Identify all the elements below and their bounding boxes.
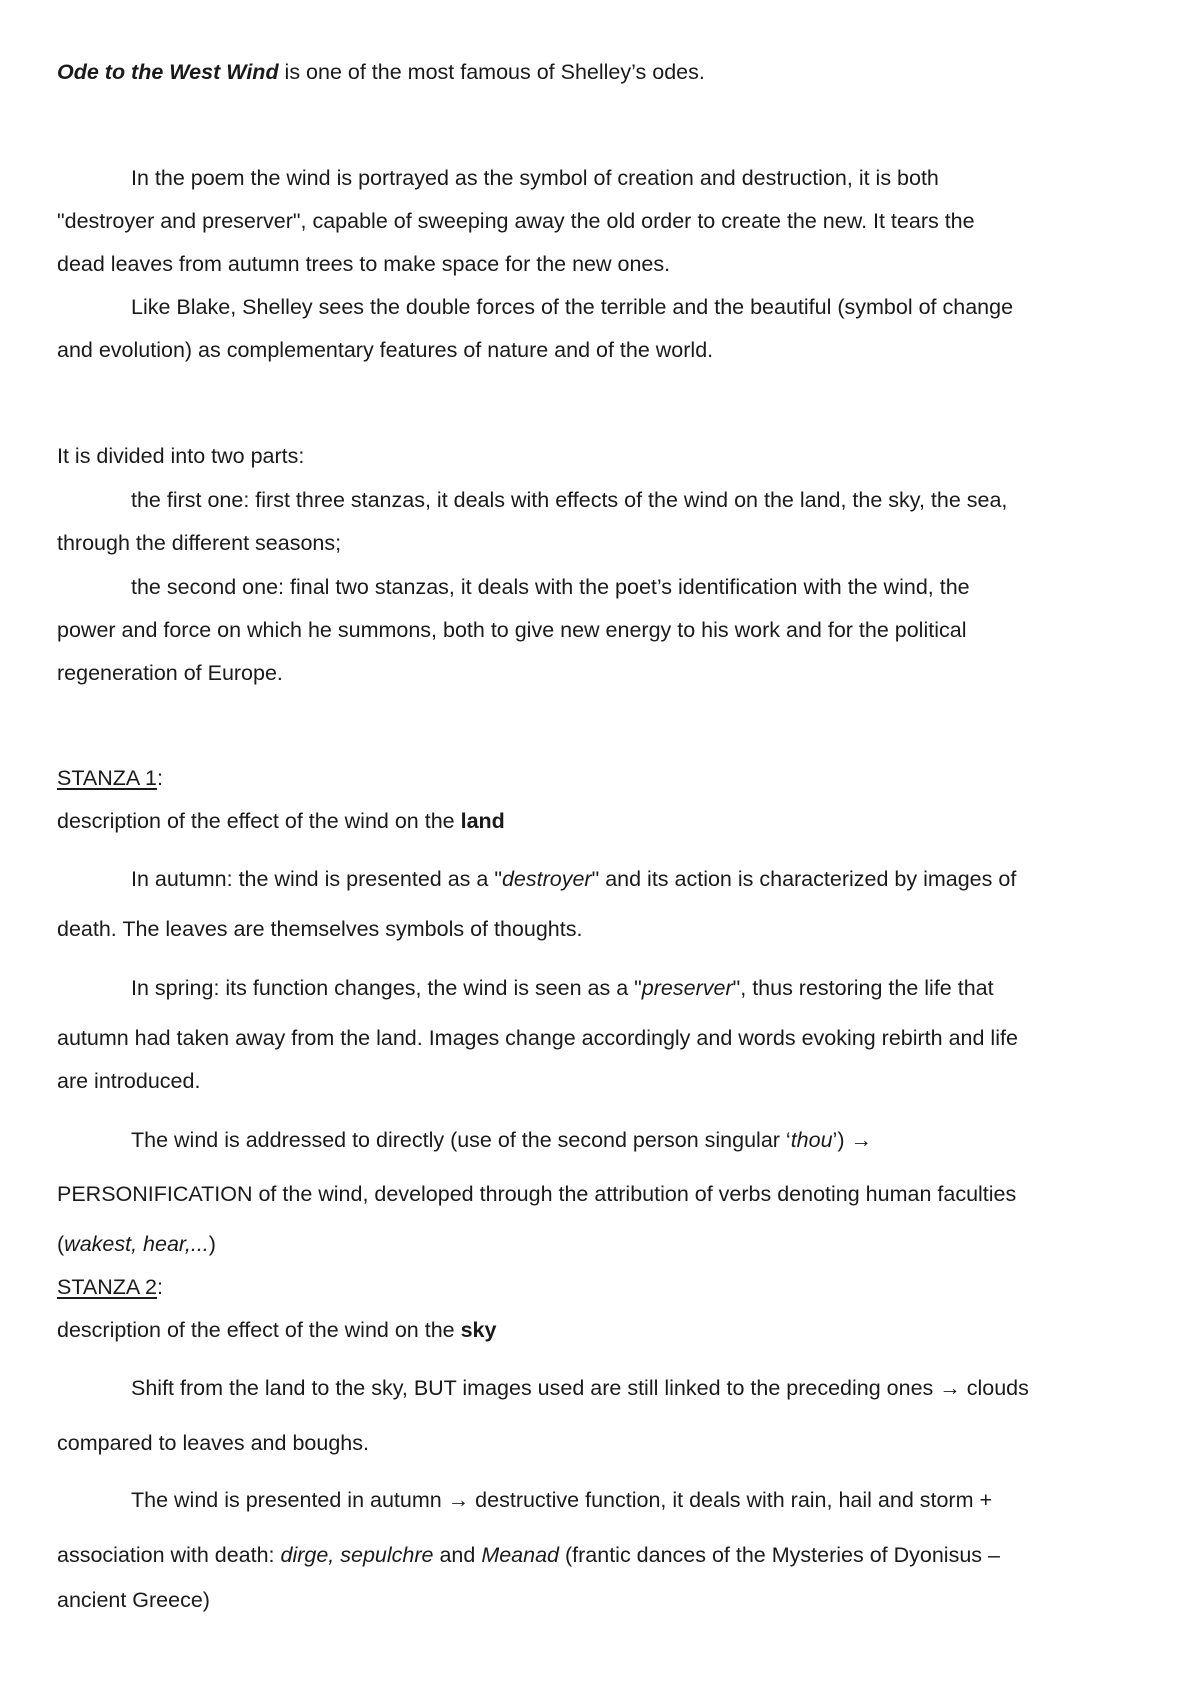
stanza2-autumn-line1: The wind is presented in autumn → destructive function, it deals with rain, hail and storm + bbox=[131, 1488, 993, 1512]
stanza1-desc-bold: land bbox=[460, 809, 505, 833]
stanza2-association-text-c: (frantic dances of the Mysteries of Dyonisus – bbox=[559, 1543, 1000, 1567]
intro-text: is one of the most famous of Shelley’s odes. bbox=[278, 60, 705, 84]
stanza1-address-paren-close: ) bbox=[208, 1232, 216, 1256]
stanza2-association-text-b: and bbox=[433, 1543, 482, 1567]
para2-line1: Like Blake, Shelley sees the double forces of the terrible and the beautiful (symbol of change bbox=[131, 295, 1014, 319]
stanza1-autumn-line2: death. The leaves are themselves symbols of thoughts. bbox=[57, 917, 583, 941]
poem-title: Ode to the West Wind bbox=[57, 60, 279, 84]
stanza1-autumn-text-b: " and its action is characterized by images of bbox=[591, 867, 1017, 891]
stanza2-shift-line1: Shift from the land to the sky, BUT images used are still linked to the preceding ones → clouds bbox=[131, 1376, 1029, 1400]
parts-second-line3: regeneration of Europe. bbox=[57, 661, 283, 685]
stanza1-heading bbox=[57, 768, 163, 790]
stanza1-address-line1 bbox=[131, 1130, 872, 1152]
stanza2-heading bbox=[57, 1277, 163, 1299]
para1-line2: "destroyer and preserver", capable of sweeping away the old order to create the new. It tears the bbox=[57, 209, 975, 233]
stanza1-spring-line2: autumn had taken away from the land. Images change accordingly and words evoking rebirth and life bbox=[57, 1026, 1018, 1050]
stanza1-spring-em: preserver bbox=[641, 976, 733, 1000]
stanza2-association-text-a: association with death: bbox=[57, 1543, 281, 1567]
parts-first-line2: through the different seasons; bbox=[57, 531, 342, 555]
stanza1-autumn-em: destroyer bbox=[501, 867, 592, 891]
stanza1-spring-line1 bbox=[131, 978, 994, 1000]
stanza2-shift-line2: compared to leaves and boughs. bbox=[57, 1431, 369, 1455]
para1-line3: dead leaves from autumn trees to make space for the new ones. bbox=[57, 252, 671, 276]
stanza2-association-line2: ancient Greece) bbox=[57, 1588, 210, 1612]
stanza1-autumn-text-a: In autumn: the wind is presented as a " bbox=[131, 867, 502, 891]
stanza1-address-text-b: ’) → bbox=[832, 1128, 872, 1152]
stanza2-desc-text: description of the effect of the wind on the bbox=[57, 1318, 461, 1342]
stanza2-association-line1 bbox=[57, 1545, 1000, 1567]
stanza1-address-line2: PERSONIFICATION of the wind, developed through the attribution of verbs denoting human faculties bbox=[57, 1182, 1017, 1206]
stanza2-desc-bold: sky bbox=[460, 1318, 497, 1342]
stanza1-spring-text-a: In spring: its function changes, the wind is seen as a " bbox=[131, 976, 642, 1000]
stanza1-address-em: thou bbox=[790, 1128, 833, 1152]
stanza2-association-em1: dirge, sepulchre bbox=[280, 1543, 434, 1567]
stanza1-description bbox=[57, 811, 505, 833]
stanza1-autumn-line1 bbox=[131, 869, 1016, 891]
parts-first-line1: the first one: first three stanzas, it deals with effects of the wind on the land, the sky, the sea, bbox=[131, 488, 1008, 512]
stanza2-colon: : bbox=[156, 1275, 163, 1299]
parts-second-line1: the second one: final two stanzas, it deals with the poet’s identification with the wind, the bbox=[131, 575, 970, 599]
stanza1-label: STANZA 1 bbox=[57, 766, 157, 790]
stanza1-desc-text: description of the effect of the wind on the bbox=[57, 809, 461, 833]
stanza1-address-verbs: wakest, hear,... bbox=[64, 1232, 209, 1256]
stanza1-address-text-a: The wind is addressed to directly (use of the second person singular ‘ bbox=[131, 1128, 791, 1152]
stanza1-address-paren-open: ( bbox=[57, 1232, 65, 1256]
stanza2-association-em2: Meanad bbox=[481, 1543, 560, 1567]
stanza2-description bbox=[57, 1320, 496, 1342]
stanza2-label: STANZA 2 bbox=[57, 1275, 157, 1299]
stanza1-spring-text-b: ", thus restoring the life that bbox=[732, 976, 994, 1000]
parts-second-line2: power and force on which he summons, both to give new energy to his work and for the political bbox=[57, 618, 967, 642]
stanza1-address-line3 bbox=[57, 1234, 216, 1256]
para2-line2: and evolution) as complementary features of nature and of the world. bbox=[57, 338, 714, 362]
intro-line bbox=[57, 62, 705, 84]
para1-line1: In the poem the wind is portrayed as the symbol of creation and destruction, it is both bbox=[131, 166, 939, 190]
stanza1-spring-line3: are introduced. bbox=[57, 1069, 201, 1093]
parts-heading: It is divided into two parts: bbox=[57, 444, 305, 468]
stanza1-colon: : bbox=[156, 766, 163, 790]
